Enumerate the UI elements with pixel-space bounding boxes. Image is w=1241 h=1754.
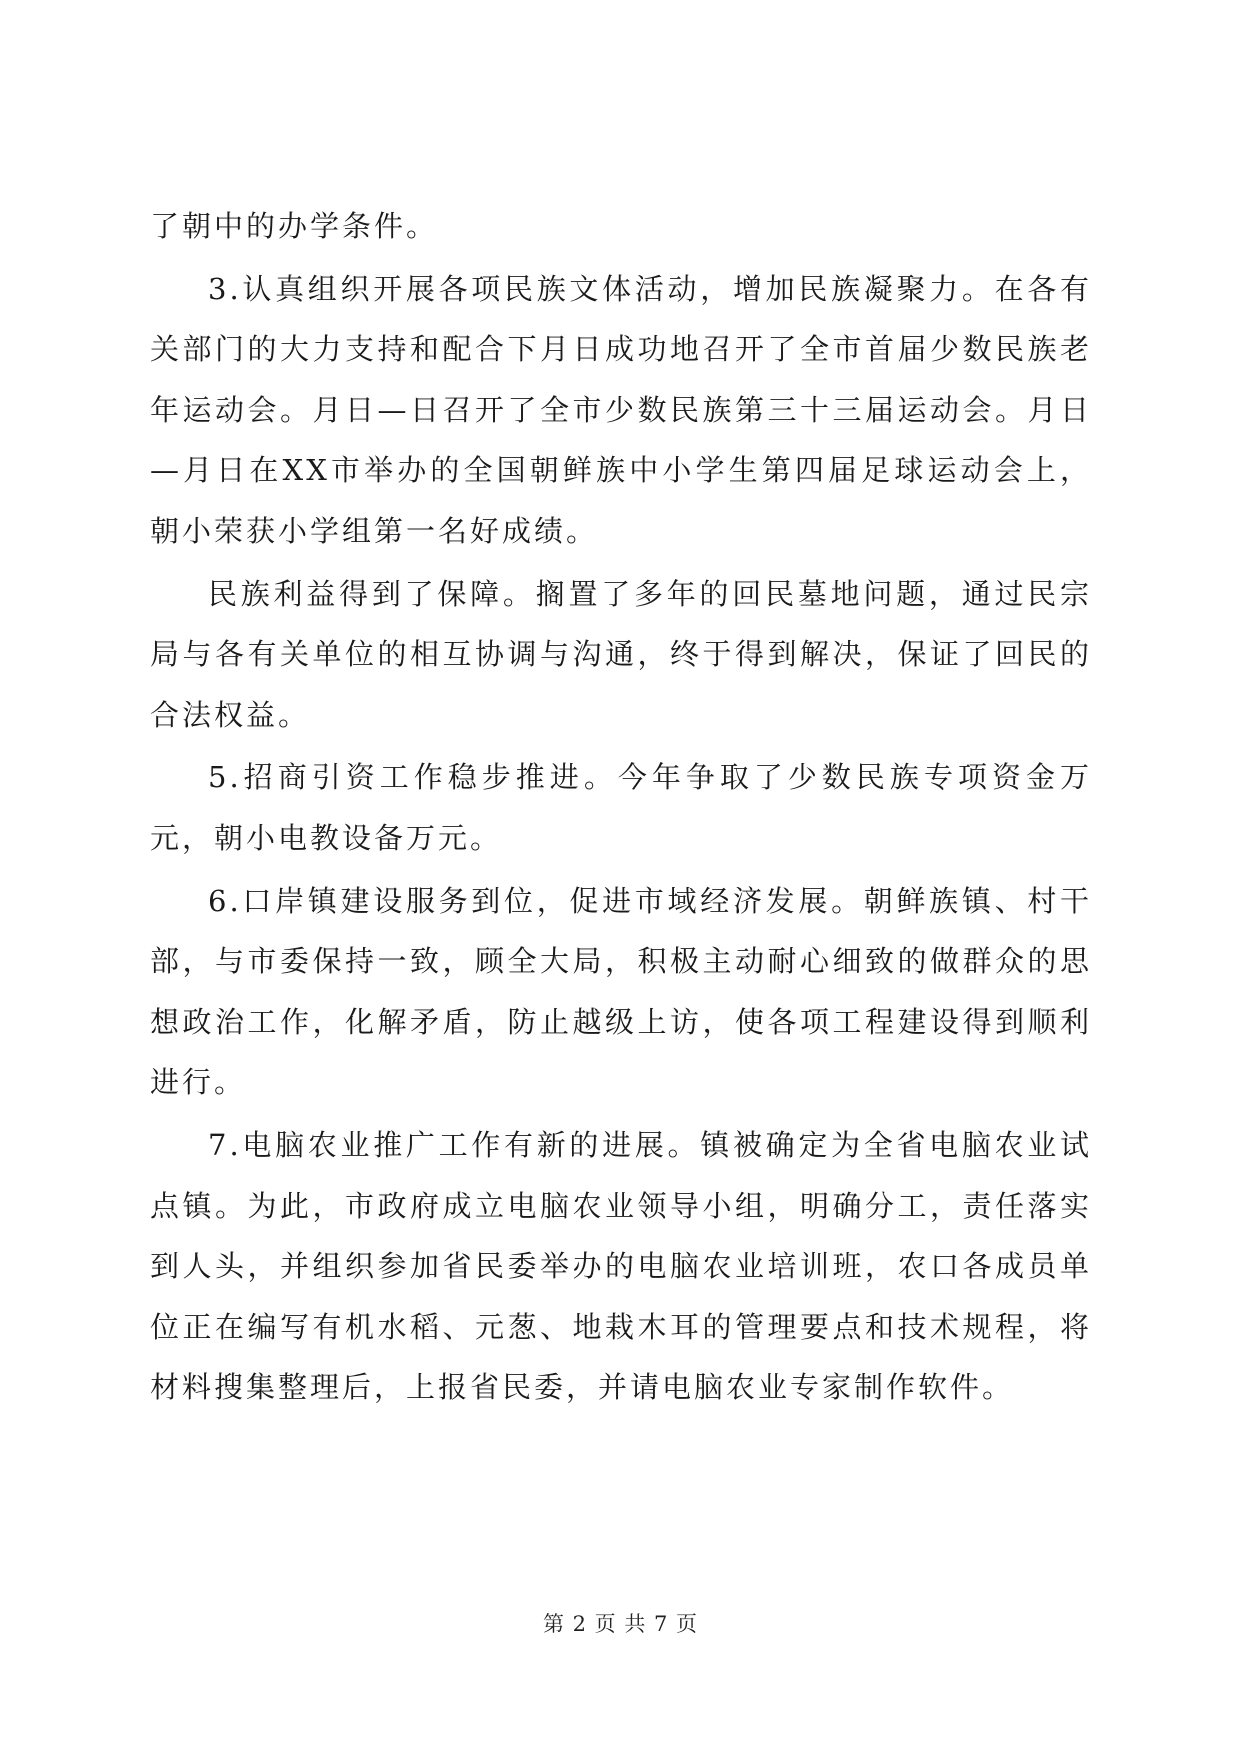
paragraph-continuation: 了朝中的办学条件。 [150,209,439,243]
paragraph-ethnic-rights: 民族利益得到了保障。搁置了多年的回民墓地问题，通过民宗局与各有关单位的相互协调与沟通，终于得到解决，保证了回民的合法权益。 [150,576,1092,732]
page-number-footer: 第 2 页 共 7 页 [542,1612,699,1636]
document-body [150,196,1092,1420]
paragraph-item-6: 6.口岸镇建设服务到位，促进市域经济发展。朝鲜族镇、村干部，与市委保持一致，顾全大局，积极主动耐心细致的做群众的思想政治工作，化解矛盾，防止越级上访，使各项工程建设得到顺利进行。 [150,883,1092,1100]
paragraph-item-3: 3.认真组织开展各项民族文体活动，增加民族凝聚力。在各有关部门的大力支持和配合下月日成功地召开了全市首届少数民族老年运动会。月日—日召开了全市少数民族第三十三届运动会。月日—月日在XX市举办的全国朝鲜族中小学生第四届足球运动会上，朝小荣获小学组第一名好成绩。 [150,271,1092,548]
paragraph-item-5: 5.招商引资工作稳步推进。今年争取了少数民族专项资金万元，朝小电教设备万元。 [150,760,1092,855]
paragraph-item-7: 7.电脑农业推广工作有新的进展。镇被确定为全省电脑农业试点镇。为此，市政府成立电脑农业领导小组，明确分工，责任落实到人头，并组织参加省民委举办的电脑农业培训班，农口各成员单位正在编写有机水稻、元葱、地栽木耳的管理要点和技术规程，将材料搜集整理后，上报省民委，并请电脑农业专家制作软件。 [150,1127,1092,1405]
